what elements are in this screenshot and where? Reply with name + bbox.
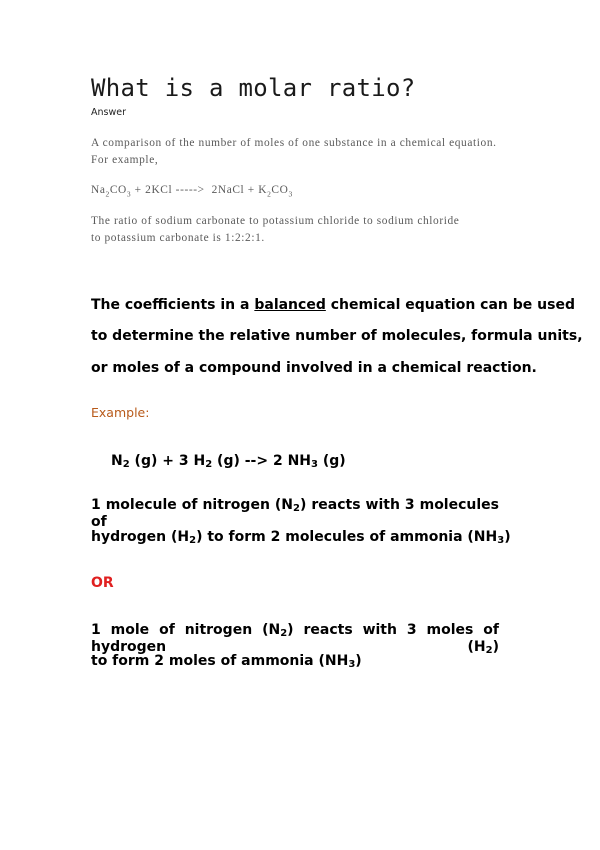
statement-sub: 2 bbox=[189, 535, 197, 546]
reaction-equation bbox=[111, 453, 346, 470]
mole-statement-line-2 bbox=[91, 653, 362, 670]
statement-sub: 2 bbox=[485, 645, 493, 656]
eq-co: CO bbox=[109, 184, 127, 196]
mole-statement-line-1 bbox=[91, 622, 499, 656]
page-title: What is a molar ratio? bbox=[91, 74, 416, 102]
statement-sub: 2 bbox=[280, 628, 288, 639]
definition-line-2: For example, bbox=[91, 153, 159, 166]
reaction-text: N bbox=[111, 453, 123, 469]
reaction-text: (g) + 3 H bbox=[129, 453, 206, 469]
statement-text: ) reacts with 3 moles of hydrogen (H bbox=[91, 622, 499, 655]
ratio-line-2: to potassium carbonate is 1:2:2:1. bbox=[91, 231, 265, 244]
reaction-text: (g) --> 2 NH bbox=[212, 453, 312, 469]
statement-sub: 2 bbox=[293, 503, 300, 514]
statement-sub: 3 bbox=[348, 659, 356, 670]
statement-text: 1 mole of nitrogen (N bbox=[91, 622, 281, 638]
definition-line-1: A comparison of the number of moles of one substance in a chemical equation. bbox=[91, 137, 497, 149]
ratio-line-1: The ratio of sodium carbonate to potassium chloride to sodium chloride bbox=[91, 215, 460, 227]
molecule-statement-line-1 bbox=[91, 497, 499, 530]
statement-text: ) to form 2 molecules of ammonia (NH bbox=[196, 529, 498, 545]
example-label: Example: bbox=[91, 405, 150, 420]
coefficients-text: The coefficients in a bbox=[91, 297, 255, 313]
example-equation bbox=[91, 182, 531, 203]
coefficients-line-2: to determine the relative number of molecules, formula units, bbox=[91, 328, 583, 344]
eq-sub: 2 bbox=[267, 189, 272, 199]
or-label: OR bbox=[91, 575, 114, 591]
reaction-sub: 3 bbox=[311, 459, 318, 470]
eq-rest: + 2KCl -----> 2NaCl + K bbox=[131, 184, 268, 196]
statement-sub: 3 bbox=[497, 535, 505, 546]
coefficients-line-1 bbox=[91, 297, 575, 313]
eq-sub: 3 bbox=[126, 189, 132, 199]
reaction-sub: 2 bbox=[122, 459, 130, 470]
statement-text: 1 molecule of nitrogen (N bbox=[91, 497, 294, 513]
ratio-paragraph bbox=[91, 213, 531, 246]
statement-text: hydrogen (H bbox=[91, 529, 190, 545]
reaction-sub: 2 bbox=[205, 459, 213, 470]
eq-sub: 2 bbox=[105, 189, 110, 199]
balanced-word: balanced bbox=[254, 297, 326, 313]
statement-text: ) bbox=[504, 529, 511, 545]
answer-label: Answer bbox=[91, 107, 126, 118]
definition-paragraph bbox=[91, 135, 531, 168]
statement-text: ) reacts with 3 molecules of bbox=[91, 497, 499, 530]
molecule-statement-line-2 bbox=[91, 529, 511, 546]
eq-na: Na bbox=[91, 184, 106, 196]
statement-text: to form 2 moles of ammonia (NH bbox=[91, 653, 349, 669]
statement-text: ) bbox=[492, 639, 499, 655]
eq-sub: 3 bbox=[288, 189, 293, 199]
coefficients-line-3: or moles of a compound involved in a chemical reaction. bbox=[91, 360, 537, 376]
statement-text: ) bbox=[355, 653, 362, 669]
reaction-text: (g) bbox=[317, 453, 346, 469]
coefficients-text: chemical equation can be used bbox=[325, 297, 575, 313]
eq-co: CO bbox=[271, 184, 289, 196]
